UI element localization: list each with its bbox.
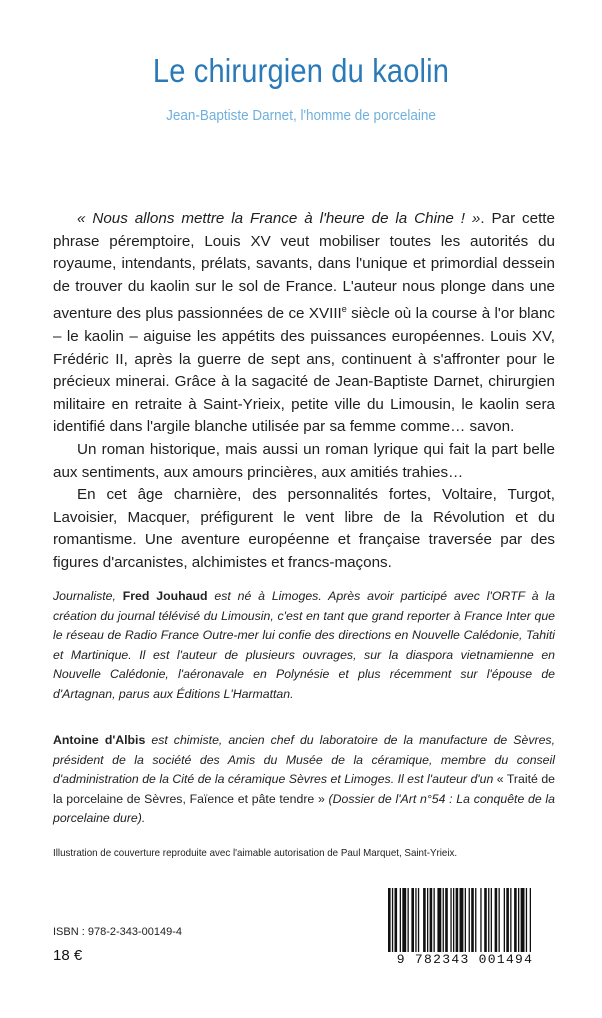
preface-book-title: « Traité de la porcelaine de Sèvres, Faïence et pâte tendre » [53,772,555,806]
barcode-bar [526,888,527,954]
barcode-bar [521,888,525,954]
barcode-bar [437,888,441,954]
barcode-bar [460,888,464,954]
barcode-bar [480,888,481,954]
barcode-bar [471,888,474,954]
barcode-bar [469,888,470,954]
barcode-digits: 9 782343 001494 [382,952,548,967]
author-bio-pre: Journaliste, [53,589,123,603]
barcode-bar [418,888,419,954]
barcode-bar [450,888,451,954]
barcode-bar [495,888,498,954]
barcode-bar [499,888,500,954]
barcode-bar [510,888,511,954]
book-title: Le chirurgien du kaolin [152,52,450,89]
author-bio-text: est né à Limoges. Après avoir participé avec l'ORTF à la création du journal télévisé du Limousin, c'est en tant que grand reporter à France Inter que le réseau de Radio France Outre-mer lui confie des directions en Nouvelle Calédonie, Tahiti et Martinique. Il est l'auteur de plusieurs ouvrages, sur la diaspora vietnamienne en Nouvelle Calédonie, l'aéronavale en Polynésie et plus récemment sur l'épouse de d'Artagnan, parus aux Éditions L'Harmattan. [53,589,555,701]
barcode-bar [530,888,531,954]
barcode-bar [434,888,435,954]
barcode-bar [427,888,428,954]
illustration-credit: Illustration de couverture reproduite avec l'aimable autorisation de Paul Marquet, Saint-Yrieix. [53,848,458,859]
opening-quote: « Nous allons mettre la France à l'heure de la Chine ! » [77,210,481,227]
barcode-bar [392,888,393,954]
barcode-bar [506,888,509,954]
barcode-bar [456,888,459,954]
barcode-bar [395,888,398,954]
barcode-bar [402,888,406,954]
barcode-bar [388,888,391,954]
barcode-bar [443,888,444,954]
barcode-bar [411,888,414,954]
barcode-bar [415,888,416,954]
barcode-bar [514,888,517,954]
barcode-bar [484,888,487,954]
preface-bio-text-a: est chimiste, ancien chef du laboratoire de la manufacture de Sèvres, président de la société des Amis du Musée de la céramique, membre du conseil d'administration de la Cité de la céramique Sèvres et Limoges. Il est l'auteur d'un [53,733,555,787]
barcode-bar [488,888,489,954]
barcode-bar [453,888,454,954]
preface-bio-text-b: (Dossier de l'Art n°54 : La conquête de la porcelaine dure). [53,791,555,826]
synopsis [53,208,555,575]
barcode-bar [445,888,448,954]
barcode-bar [430,888,433,954]
synopsis-paragraph-2: Un roman historique, mais aussi un roman lyrique qui fait la part belle aux sentiments, aux amours princières, aux amitiés trahies… [53,441,555,481]
price: 18 € [53,947,83,964]
barcode-bar [408,888,409,954]
author-bio [53,587,555,705]
author-name: Fred Jouhaud [122,589,208,603]
barcode-bar [400,888,401,954]
barcode-bar [475,888,476,954]
book-subtitle: Jean-Baptiste Darnet, l'homme de porcelaine [166,107,436,124]
barcode-bar [423,888,426,954]
barcode-bar [518,888,519,954]
century-superscript: e [341,304,347,315]
synopsis-text-a: . Par cette phrase péremptoire, Louis XV veut mobiliser toutes les autorités du royaume, intendants, prélats, savants, dans l'unique et primordial dessein de trouver du kaolin sur le sol de France. L'auteur nous plonge dans une aventure des plus passionnées de ce XVIII [53,210,555,323]
preface-author-name: Antoine d'Albis [53,733,146,747]
barcode-bar [504,888,505,954]
barcode-bar [465,888,466,954]
isbn: ISBN : 978-2-343-00149-4 [53,926,183,938]
synopsis-text-b: siècle où la course à l'or blanc – le kaolin – aiguise les appétits des puissances européennes. Louis XV, Frédéric II, après la guerre de sept ans, continuent à s'affronter pour le précieux minerai. Grâce à la sagacité de Jean-Baptiste Darnet, chirurgien militaire en retraite à Saint-Yrieix, petite ville du Limousin, le kaolin sera identifié dans l'argile blanche utilisée par sa femme comme… savon. [53,305,556,436]
barcode-bar [491,888,492,954]
synopsis-paragraph-3: En cet âge charnière, des personnalités fortes, Voltaire, Turgot, Lavoisier, Macquer, préfigurent le vent libre de la Révolution et du romantisme. Une aventure européenne et française traversée par des figures d'arcanistes, alchimistes et francs-maçons. [53,486,555,571]
synopsis-paragraph-1 [53,208,555,439]
preface-bio [53,731,555,829]
